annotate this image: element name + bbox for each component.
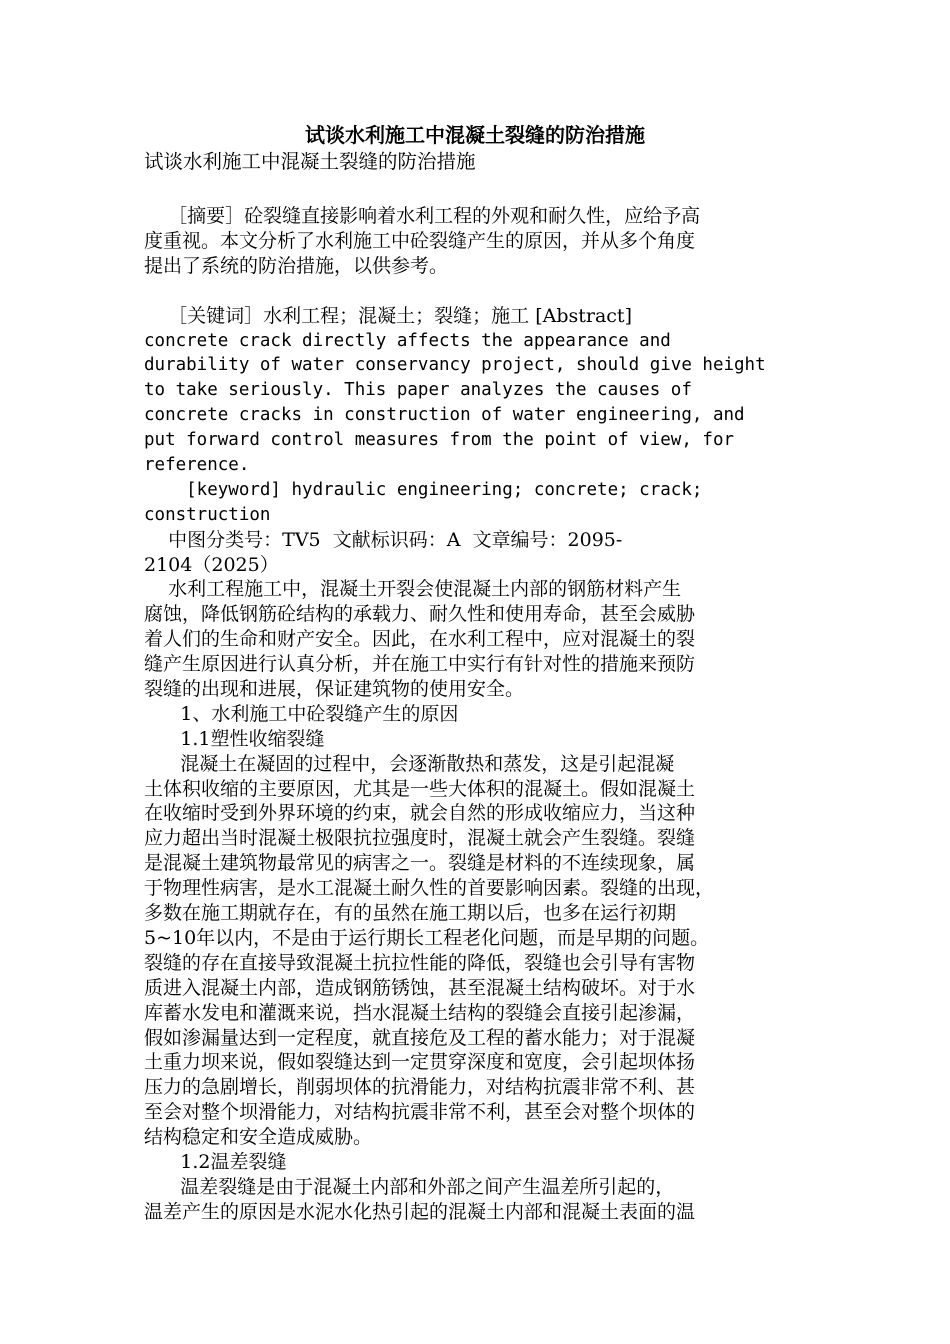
text-line: 于物理性病害，是水工混凝土耐久性的首要影响因素。裂缝的出现， xyxy=(144,877,715,900)
text-line: 5~10年以内，不是由于运行期长工程老化问题，而是早期的问题。 xyxy=(144,926,710,949)
text-line: 多数在施工期就存在，有的虽然在施工期以后，也多在运行初期 xyxy=(144,902,677,925)
text-line: [keyword] hydraulic engineering; concrete; crack; xyxy=(144,479,703,500)
text-line: 试谈水利施工中混凝土裂缝的防治措施 xyxy=(144,150,476,173)
text-line: 中图分类号：TV5 文献标识码：A 文章编号：2095- xyxy=(144,528,623,551)
text-line: 温差产生的原因是水泥水化热引起的混凝土内部和混凝土表面的温 xyxy=(144,1200,696,1223)
text-line: 1.2温差裂缝 xyxy=(144,1150,287,1173)
text-line: 1、水利施工中砼裂缝产生的原因 xyxy=(144,702,459,725)
text-line: 裂缝的存在直接导致混凝土抗拉性能的降低，裂缝也会引导有害物 xyxy=(144,951,696,974)
text-line: 缝产生原因进行认真分析，并在施工中实行有针对性的措施来预防 xyxy=(144,653,696,676)
document-title: 试谈水利施工中混凝土裂缝的防治措施 xyxy=(305,123,645,147)
text-line: 裂缝的出现和进展，保证建筑物的使用安全。 xyxy=(144,678,525,701)
text-line: 结构稳定和安全造成威胁。 xyxy=(144,1126,373,1149)
text-line: ［摘要］砼裂缝直接影响着水利工程的外观和耐久性，应给予高 xyxy=(144,205,701,227)
text-line: concrete crack directly affects the appearance and xyxy=(144,330,671,351)
text-line: 库蓄水发电和灌溉来说，挡水混凝土结构的裂缝会直接引起渗漏， xyxy=(144,1001,696,1024)
text-line: to take seriously. This paper analyzes the causes of xyxy=(144,380,692,401)
text-line: 假如渗漏量达到一定程度，就直接危及工程的蓄水能力；对于混凝 xyxy=(144,1026,696,1049)
text-line: 混凝土在凝固的过程中，会逐渐散热和蒸发，这是引起混凝 xyxy=(144,752,675,775)
text-line: 是混凝土建筑物最常见的病害之一。裂缝是材料的不连续现象，属 xyxy=(144,852,696,875)
text-line: construction xyxy=(144,504,271,525)
text-line: 度重视。本文分析了水利施工中砼裂缝产生的原因，并从多个角度 xyxy=(144,229,696,252)
text-line: 土体积收缩的主要原因，尤其是一些大体积的混凝土。假如混凝土 xyxy=(144,777,696,800)
text-line: reference. xyxy=(144,455,250,476)
text-line: 2104（2025） xyxy=(144,553,279,576)
text-line: concrete cracks in construction of water engineering, and xyxy=(144,405,745,426)
blank-line xyxy=(144,279,806,304)
text-line: 温差裂缝是由于混凝土内部和外部之间产生温差所引起的， xyxy=(144,1175,675,1198)
text-line: ［关键词］水利工程；混凝土；裂缝；施工 [Abstract] xyxy=(144,304,632,327)
text-line: 土重力坝来说，假如裂缝达到一定贯穿深度和宽度，会引起坝体扬 xyxy=(144,1051,696,1074)
text-line: put forward control measures from the point of view, for xyxy=(144,430,735,451)
text-line: 提出了系统的防治措施，以供参考。 xyxy=(144,254,449,277)
text-line: 压力的急剧增长，削弱坝体的抗滑能力，对结构抗震非常不利、甚 xyxy=(144,1076,696,1099)
text-line: 1.1塑性收缩裂缝 xyxy=(144,727,325,750)
text-line: durability of water conservancy project, should give height xyxy=(144,355,766,376)
text-line: 着人们的生命和财产安全。因此，在水利工程中，应对混凝土的裂 xyxy=(144,628,696,651)
text-line: 质进入混凝土内部，造成钢筋锈蚀，甚至混凝土结构破坏。对于水 xyxy=(144,976,696,999)
text-line: 至会对整个坝滑能力，对结构抗震非常不利，甚至会对整个坝体的 xyxy=(144,1101,696,1124)
text-line: 腐蚀，降低钢筋砼结构的承载力、耐久性和使用寿命，甚至会威胁 xyxy=(144,603,696,626)
text-line: 水利工程施工中，混凝土开裂会使混凝土内部的钢筋材料产生 xyxy=(144,578,682,601)
blank-line xyxy=(144,176,806,201)
document-body xyxy=(144,148,806,1225)
text-line: 应力超出当时混凝土极限抗拉强度时，混凝土就会产生裂缝。裂缝 xyxy=(144,827,696,850)
text-line: 在收缩时受到外界环境的约束，就会自然的形成收缩应力，当这种 xyxy=(144,802,696,825)
